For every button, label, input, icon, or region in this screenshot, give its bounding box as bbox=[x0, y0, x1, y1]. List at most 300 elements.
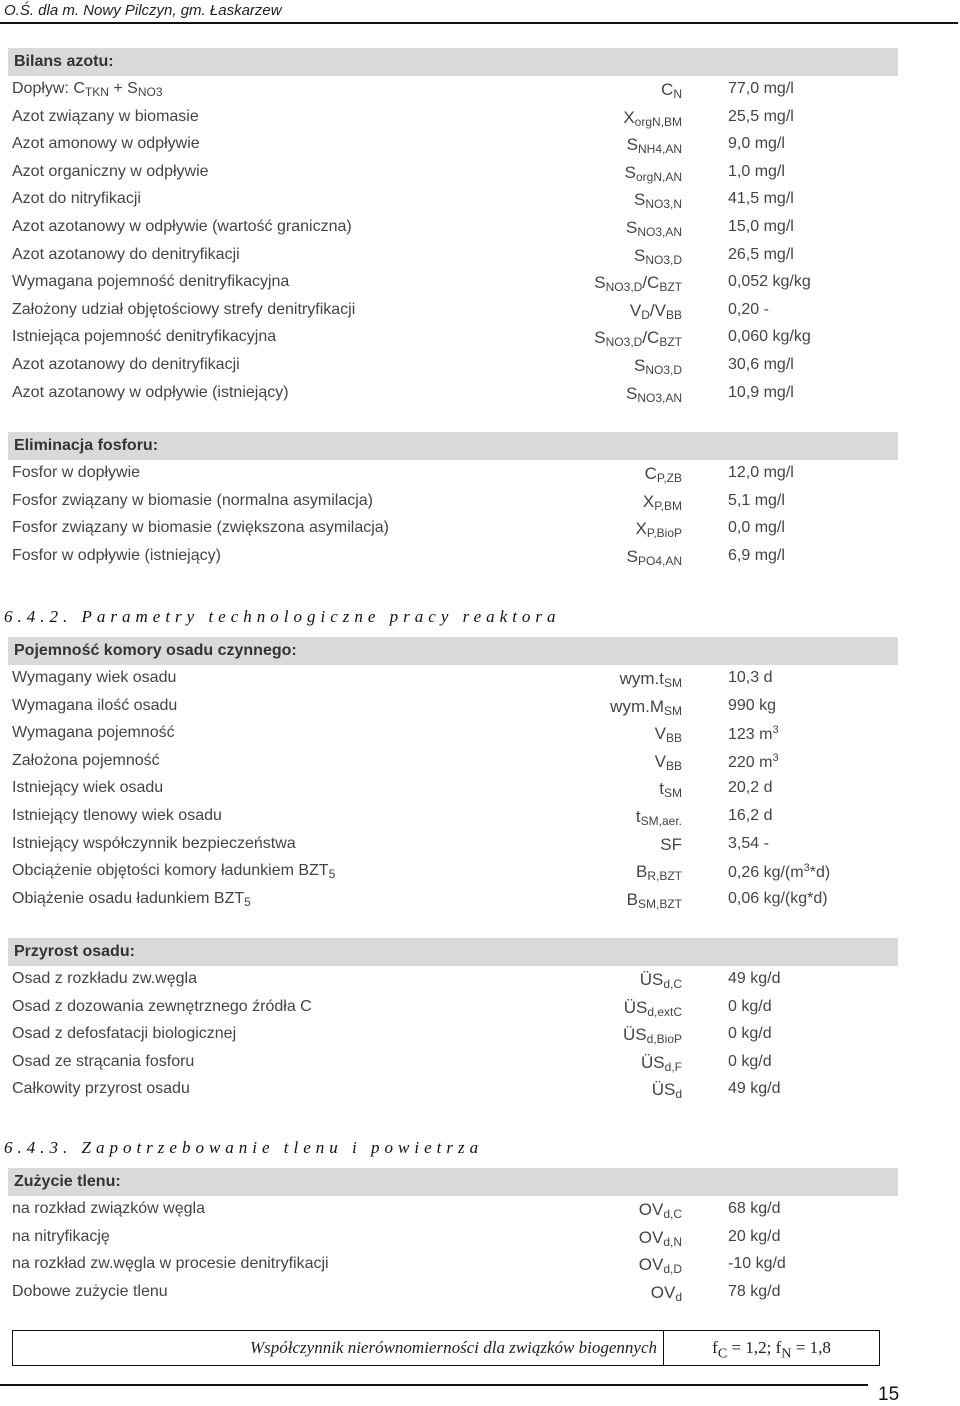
oxygen-rows bbox=[8, 1196, 898, 1306]
table-row bbox=[8, 775, 898, 803]
label-text: Całkowity przyrost osadu bbox=[12, 1080, 190, 1098]
symbol-subscript: NH4,AN bbox=[637, 142, 682, 157]
label-text: na rozkład związków węgla bbox=[12, 1200, 205, 1217]
row-value bbox=[728, 301, 769, 319]
row-symbol bbox=[655, 724, 682, 745]
table-row bbox=[8, 1049, 898, 1077]
row-value bbox=[728, 80, 794, 98]
table-row bbox=[8, 1251, 898, 1279]
label-subscript: NO3 bbox=[137, 85, 163, 99]
symbol-text: C bbox=[661, 80, 674, 99]
label-text: Istniejący wiek osadu bbox=[12, 779, 164, 797]
symbol-subscript: BB bbox=[665, 731, 682, 746]
label-text: Osad ze strącania fosforu bbox=[12, 1052, 195, 1070]
table-row bbox=[8, 803, 898, 831]
value-text: 20 kg/d bbox=[728, 1227, 781, 1245]
row-label bbox=[12, 384, 289, 402]
symbol-text: S bbox=[624, 162, 636, 182]
sludge-rows bbox=[8, 966, 898, 1104]
row-label bbox=[12, 135, 200, 153]
nitrogen-balance-block bbox=[8, 48, 898, 407]
row-value bbox=[728, 547, 785, 565]
row-symbol bbox=[594, 273, 682, 294]
symbol-subscript: d bbox=[675, 1289, 682, 1304]
symbol-subscript: SM bbox=[664, 786, 682, 801]
symbol-subscript: NO3,AN bbox=[637, 390, 682, 405]
nonuniformity-coefficient-table bbox=[12, 1330, 880, 1366]
table-row bbox=[8, 1224, 898, 1252]
table-row bbox=[8, 543, 898, 571]
symbol-text: wym.t bbox=[619, 669, 664, 688]
label-text: Istniejący współczynnik bezpieczeństwa bbox=[12, 834, 296, 852]
symbol-text: S bbox=[633, 355, 646, 375]
row-symbol bbox=[652, 1080, 682, 1101]
symbol-text: V bbox=[654, 724, 666, 744]
nitrogen-rows bbox=[8, 76, 898, 407]
symbol-text: OV bbox=[650, 1282, 676, 1302]
table-row bbox=[8, 186, 898, 214]
row-label bbox=[12, 356, 240, 374]
symbol-text: B bbox=[626, 889, 638, 909]
row-value bbox=[728, 492, 785, 510]
label-text: Wymagana ilość osadu bbox=[12, 696, 178, 714]
row-symbol bbox=[636, 519, 682, 540]
value-text: 0,26 kg/(m bbox=[728, 864, 804, 882]
row-value bbox=[728, 190, 794, 208]
value-text: 0,06 kg/(kg*d) bbox=[728, 889, 828, 907]
row-value bbox=[728, 998, 772, 1016]
label-text: Wymagana pojemność bbox=[12, 724, 175, 742]
value-text: 6,9 mg/l bbox=[728, 546, 785, 564]
row-symbol bbox=[634, 190, 682, 211]
symbol-subscript: NO3,D bbox=[645, 252, 682, 267]
row-symbol bbox=[627, 547, 682, 568]
value-text: 3,54 - bbox=[728, 834, 769, 852]
coefficient-value: $f_C = 1,2$; $f_N = 1,8$ bbox=[712, 1338, 831, 1362]
symbol-subscript: d,F bbox=[664, 1059, 682, 1074]
value-superscript: 3 bbox=[772, 724, 779, 737]
row-value bbox=[728, 1080, 780, 1098]
symbol-text: S bbox=[626, 546, 638, 566]
row-symbol bbox=[626, 218, 682, 239]
section-heading-6-4-2: 6.4.2. Parametry technologiczne pracy reaktora bbox=[4, 607, 561, 626]
value-text: 5,1 mg/l bbox=[728, 491, 785, 509]
footer-rule bbox=[0, 1384, 868, 1386]
table-row bbox=[8, 994, 898, 1022]
block-title: Eliminacja fosforu: bbox=[8, 432, 898, 460]
row-label bbox=[12, 862, 335, 881]
label-text: Istniejąca pojemność denitryfikacyjna bbox=[12, 328, 277, 346]
row-symbol bbox=[627, 890, 682, 911]
symbol-subscript: orgN,BM bbox=[634, 114, 682, 129]
row-value bbox=[728, 1200, 780, 1218]
row-value bbox=[728, 779, 772, 797]
phosphorus-elimination-block bbox=[8, 432, 898, 570]
row-symbol bbox=[639, 1228, 682, 1249]
row-label bbox=[12, 163, 209, 181]
label-text: Dobowe zużycie tlenu bbox=[12, 1282, 168, 1300]
label-text: Azot azotanowy do denitryfikacji bbox=[12, 355, 240, 373]
symbol-text: S bbox=[633, 190, 646, 210]
label-text: Założony udział objętościowy strefy denitryfikacji bbox=[12, 300, 356, 318]
symbol-subscript: d,extC bbox=[647, 1004, 682, 1019]
table-row bbox=[8, 831, 898, 859]
label-tail: + S bbox=[108, 80, 138, 97]
symbol-text: S bbox=[594, 273, 606, 293]
table-row bbox=[8, 1076, 898, 1104]
table-row bbox=[8, 324, 898, 352]
symbol-text: OV bbox=[638, 1200, 664, 1219]
symbol-subscript: d,BioP bbox=[646, 1032, 682, 1047]
row-symbol bbox=[639, 1200, 682, 1221]
page-header: O.Ś. dla m. Nowy Pilczyn, gm. Łaskarzew bbox=[4, 2, 282, 19]
value-text: 49 kg/d bbox=[728, 970, 781, 987]
oxygen-demand-block bbox=[8, 1168, 898, 1306]
row-symbol bbox=[624, 998, 682, 1019]
table-row bbox=[8, 269, 898, 297]
symbol-subscript: BB bbox=[665, 307, 682, 322]
symbol-text: t bbox=[659, 779, 664, 799]
block-title: Przyrost osadu: bbox=[8, 938, 898, 966]
value-text: 49 kg/d bbox=[728, 1080, 781, 1098]
row-symbol bbox=[651, 1283, 682, 1304]
symbol-subscript: SM bbox=[664, 676, 682, 690]
value-text: 68 kg/d bbox=[728, 1200, 781, 1217]
value-text: 16,2 d bbox=[728, 806, 773, 824]
row-value bbox=[728, 108, 794, 126]
block-title: Pojemność komory osadu czynnego: bbox=[8, 637, 898, 665]
symbol-text: S bbox=[625, 217, 638, 237]
row-symbol bbox=[623, 1025, 682, 1046]
value-text: 30,6 mg/l bbox=[728, 355, 794, 373]
row-symbol bbox=[659, 779, 682, 800]
row-symbol bbox=[655, 752, 682, 773]
sludge-growth-block bbox=[8, 938, 898, 1104]
row-value bbox=[728, 464, 794, 482]
value-text: 25,5 mg/l bbox=[728, 107, 794, 125]
table-row bbox=[8, 380, 898, 408]
symbol-text: OV bbox=[638, 1227, 664, 1247]
row-symbol bbox=[627, 135, 682, 156]
table-row bbox=[8, 966, 898, 994]
row-value bbox=[728, 724, 779, 744]
row-value bbox=[728, 356, 794, 374]
row-value bbox=[728, 135, 785, 153]
table-row bbox=[8, 1279, 898, 1307]
value-text: -10 kg/d bbox=[728, 1255, 786, 1273]
table-row bbox=[8, 665, 898, 693]
symbol-subscript: d,C bbox=[663, 977, 682, 991]
table-row bbox=[8, 720, 898, 748]
value-text: 0 kg/d bbox=[728, 1052, 772, 1070]
label-text: Wymagany wiek osadu bbox=[12, 669, 177, 686]
row-value bbox=[728, 697, 776, 715]
row-value bbox=[728, 273, 811, 291]
symbol-text: t bbox=[635, 806, 641, 826]
symbol-text: X bbox=[635, 519, 647, 539]
phosphorus-rows bbox=[8, 460, 898, 570]
symbol-text: B bbox=[635, 862, 648, 882]
row-value bbox=[728, 890, 828, 908]
row-label bbox=[12, 246, 240, 264]
label-text: Azot do nitryfikacji bbox=[12, 190, 141, 208]
block-title: Bilans azotu: bbox=[8, 48, 898, 76]
symbol-text: S bbox=[633, 245, 646, 265]
symbol-subscript: NO3,AN bbox=[637, 224, 682, 239]
row-label bbox=[12, 519, 389, 537]
row-value bbox=[728, 328, 811, 346]
value-text: 0,0 mg/l bbox=[728, 519, 785, 537]
label-subscript: 5 bbox=[244, 894, 251, 909]
table-row bbox=[8, 748, 898, 776]
row-value bbox=[728, 1283, 780, 1301]
value-text: 0 kg/d bbox=[728, 1025, 772, 1043]
row-label bbox=[12, 998, 312, 1016]
symbol-text: C bbox=[644, 464, 657, 483]
table-row bbox=[8, 159, 898, 187]
row-label bbox=[12, 80, 163, 99]
row-value bbox=[728, 1025, 772, 1043]
label-text: Azot organiczny w odpływie bbox=[12, 162, 209, 180]
symbol-subscript: d,N bbox=[663, 1234, 682, 1249]
symbol-text: wym.M bbox=[610, 696, 664, 716]
label-subscript: TKN bbox=[84, 85, 109, 99]
row-symbol bbox=[623, 108, 682, 129]
table-row bbox=[8, 131, 898, 159]
row-label bbox=[12, 1228, 110, 1246]
table-row bbox=[8, 693, 898, 721]
row-symbol bbox=[634, 246, 682, 267]
label-text: Fosfor związany w biomasie (zwiększona asymilacja) bbox=[12, 519, 390, 537]
value-text: 0,052 kg/kg bbox=[728, 273, 811, 291]
block-title: Zużycie tlenu: bbox=[8, 1168, 898, 1196]
row-label bbox=[12, 301, 355, 319]
symbol-subscript: SM bbox=[664, 703, 682, 718]
symbol-text: ÜS bbox=[641, 1052, 665, 1072]
value-tail: *d) bbox=[809, 864, 831, 882]
row-symbol bbox=[636, 807, 682, 828]
row-symbol bbox=[620, 669, 682, 690]
row-value bbox=[728, 519, 785, 537]
row-symbol bbox=[594, 328, 682, 349]
row-label bbox=[12, 464, 140, 482]
label-text: Osad z dozowania zewnętrznego źródła C bbox=[12, 997, 312, 1015]
row-label bbox=[12, 1080, 190, 1098]
chamber-capacity-block bbox=[8, 637, 898, 913]
value-text: 0,060 kg/kg bbox=[728, 328, 811, 346]
table-row bbox=[8, 886, 898, 914]
symbol-text: ÜS bbox=[639, 970, 664, 989]
row-label bbox=[12, 970, 197, 988]
row-label bbox=[12, 1025, 236, 1043]
symbol-text: V bbox=[654, 751, 666, 771]
row-value bbox=[728, 1255, 786, 1273]
symbol-subscript: N bbox=[673, 87, 682, 101]
symbol-subscript: BZT bbox=[659, 280, 682, 295]
row-symbol bbox=[639, 1255, 682, 1276]
row-value bbox=[728, 163, 785, 181]
symbol-subscript: orgN,AN bbox=[635, 169, 682, 184]
label-text: Wymagana pojemność denitryfikacyjna bbox=[12, 273, 290, 291]
table-row bbox=[8, 242, 898, 270]
chamber-rows bbox=[8, 665, 898, 913]
symbol-subscript: NO3,D bbox=[605, 335, 643, 350]
row-label bbox=[12, 697, 177, 715]
label-text: Obiążenie osadu ładunkiem BZT bbox=[12, 889, 245, 907]
value-text: 10,9 mg/l bbox=[728, 383, 794, 401]
table-row bbox=[8, 515, 898, 543]
table-row bbox=[8, 1196, 898, 1224]
symbol-subscript: SM,aer. bbox=[640, 813, 682, 828]
row-value bbox=[728, 970, 780, 988]
page-number: 15 bbox=[878, 1384, 900, 1405]
symbol-subscript: d bbox=[675, 1087, 682, 1102]
row-symbol bbox=[625, 163, 682, 184]
row-label bbox=[12, 1053, 194, 1071]
value-text: 0,20 - bbox=[728, 300, 769, 318]
row-symbol bbox=[645, 464, 682, 485]
section-heading-6-4-3: 6.4.3. Zapotrzebowanie tlenu i powietrza bbox=[4, 1138, 484, 1157]
row-symbol bbox=[643, 492, 682, 513]
row-label bbox=[12, 218, 352, 236]
symbol-subscript: d,C bbox=[663, 1207, 682, 1221]
row-value bbox=[728, 669, 772, 687]
value-text: 77,0 mg/l bbox=[728, 80, 794, 97]
label-text: Osad z rozkładu zw.węgla bbox=[12, 970, 197, 987]
row-label bbox=[12, 669, 176, 687]
symbol-subscript: NO3,D bbox=[645, 362, 682, 377]
row-value bbox=[728, 218, 794, 236]
value-text: 26,5 mg/l bbox=[728, 245, 794, 263]
label-text: Azot azotanowy w odpływie (istniejący) bbox=[12, 383, 289, 401]
row-symbol bbox=[660, 835, 682, 855]
row-label bbox=[12, 724, 175, 742]
row-label bbox=[12, 779, 163, 797]
row-label bbox=[12, 1255, 329, 1273]
value-text: 12,0 mg/l bbox=[728, 464, 794, 481]
header-rule bbox=[0, 22, 958, 24]
label-text: Azot azotanowy do denitryfikacji bbox=[12, 245, 240, 263]
label-text: Obciążenie objętości komory ładunkiem BZT bbox=[12, 862, 329, 880]
label-text: Istniejący tlenowy wiek osadu bbox=[12, 806, 222, 824]
table-row bbox=[8, 104, 898, 132]
table-row bbox=[8, 297, 898, 325]
symbol-text: SF bbox=[660, 834, 682, 854]
row-label bbox=[12, 328, 276, 346]
label-text: Dopływ: C bbox=[12, 80, 85, 97]
label-text: Azot amonowy w odpływie bbox=[12, 135, 200, 153]
row-label bbox=[12, 492, 373, 510]
row-value bbox=[728, 807, 772, 825]
row-label bbox=[12, 807, 222, 825]
label-text: Fosfor związany w biomasie (normalna asymilacja) bbox=[12, 491, 374, 509]
value-superscript: 3 bbox=[803, 862, 810, 875]
row-label bbox=[12, 835, 296, 853]
label-text: Azot azotanowy w odpływie (wartość graniczna) bbox=[12, 217, 352, 235]
row-value bbox=[728, 862, 830, 882]
row-symbol bbox=[661, 80, 682, 101]
symbol-text: ÜS bbox=[623, 997, 648, 1017]
row-label bbox=[12, 108, 199, 126]
table-row bbox=[8, 352, 898, 380]
symbol-text: ÜS bbox=[651, 1080, 676, 1100]
value-text: 10,3 d bbox=[728, 669, 773, 686]
label-text: na rozkład zw.węgla w procesie denitryfikacji bbox=[12, 1255, 329, 1273]
symbol-subscript: NO3,D bbox=[605, 280, 643, 295]
symbol-subscript: D bbox=[641, 307, 650, 322]
row-label bbox=[12, 890, 251, 909]
row-value bbox=[728, 752, 779, 772]
row-label bbox=[12, 1200, 205, 1218]
symbol-tail: /V bbox=[649, 300, 666, 320]
row-symbol bbox=[610, 697, 682, 718]
symbol-text: X bbox=[642, 491, 655, 511]
value-text: 990 kg bbox=[728, 696, 777, 714]
symbol-subscript: PO4,AN bbox=[637, 553, 682, 568]
symbol-text: OV bbox=[638, 1255, 664, 1275]
symbol-subscript: BB bbox=[665, 758, 682, 773]
row-value bbox=[728, 384, 794, 402]
symbol-subscript: SM,BZT bbox=[638, 896, 682, 911]
table-row bbox=[8, 76, 898, 104]
value-text: 9,0 mg/l bbox=[728, 135, 785, 153]
table-row bbox=[8, 488, 898, 516]
value-text: 123 m bbox=[728, 726, 773, 744]
symbol-subscript: P,BioP bbox=[646, 526, 682, 541]
table-row bbox=[8, 858, 898, 886]
value-text: 78 kg/d bbox=[728, 1282, 781, 1300]
row-label bbox=[12, 547, 221, 565]
row-value bbox=[728, 246, 794, 264]
symbol-subscript: NO3,N bbox=[645, 197, 682, 212]
row-symbol bbox=[636, 862, 682, 883]
value-text: 15,0 mg/l bbox=[728, 217, 794, 235]
label-subscript: 5 bbox=[328, 867, 336, 882]
row-symbol bbox=[640, 970, 682, 991]
symbol-text: X bbox=[623, 107, 635, 127]
table-row bbox=[8, 1021, 898, 1049]
value-superscript: 3 bbox=[772, 751, 779, 764]
row-symbol bbox=[641, 1053, 682, 1074]
symbol-text: V bbox=[629, 300, 642, 320]
label-text: Fosfor w dopływie bbox=[12, 464, 141, 481]
label-text: Osad z defosfatacji biologicznej bbox=[12, 1025, 237, 1043]
symbol-text: S bbox=[594, 328, 606, 348]
label-text: Fosfor w odpływie (istniejący) bbox=[12, 546, 221, 564]
row-label bbox=[12, 1283, 168, 1301]
symbol-subscript: d,D bbox=[663, 1262, 682, 1277]
row-label bbox=[12, 273, 289, 291]
symbol-tail: /C bbox=[642, 273, 660, 293]
symbol-subscript: R,BZT bbox=[647, 869, 682, 884]
row-symbol bbox=[634, 356, 682, 377]
row-value bbox=[728, 1228, 780, 1246]
row-symbol bbox=[630, 301, 682, 322]
row-value bbox=[728, 835, 769, 853]
symbol-text: S bbox=[626, 135, 638, 155]
label-text: Azot związany w biomasie bbox=[12, 107, 199, 125]
coefficient-label: Współczynnik nierównomierności dla związków biogennych bbox=[13, 1331, 664, 1365]
value-text: 1,0 mg/l bbox=[728, 162, 785, 180]
label-text: na nitryfikację bbox=[12, 1227, 110, 1245]
symbol-subscript: P,ZB bbox=[656, 471, 682, 485]
table-row bbox=[8, 214, 898, 242]
table-row bbox=[8, 460, 898, 488]
value-text: 0 kg/d bbox=[728, 997, 772, 1015]
label-text: Założona pojemność bbox=[12, 751, 160, 769]
value-text: 220 m bbox=[728, 753, 773, 771]
row-label bbox=[12, 752, 160, 770]
